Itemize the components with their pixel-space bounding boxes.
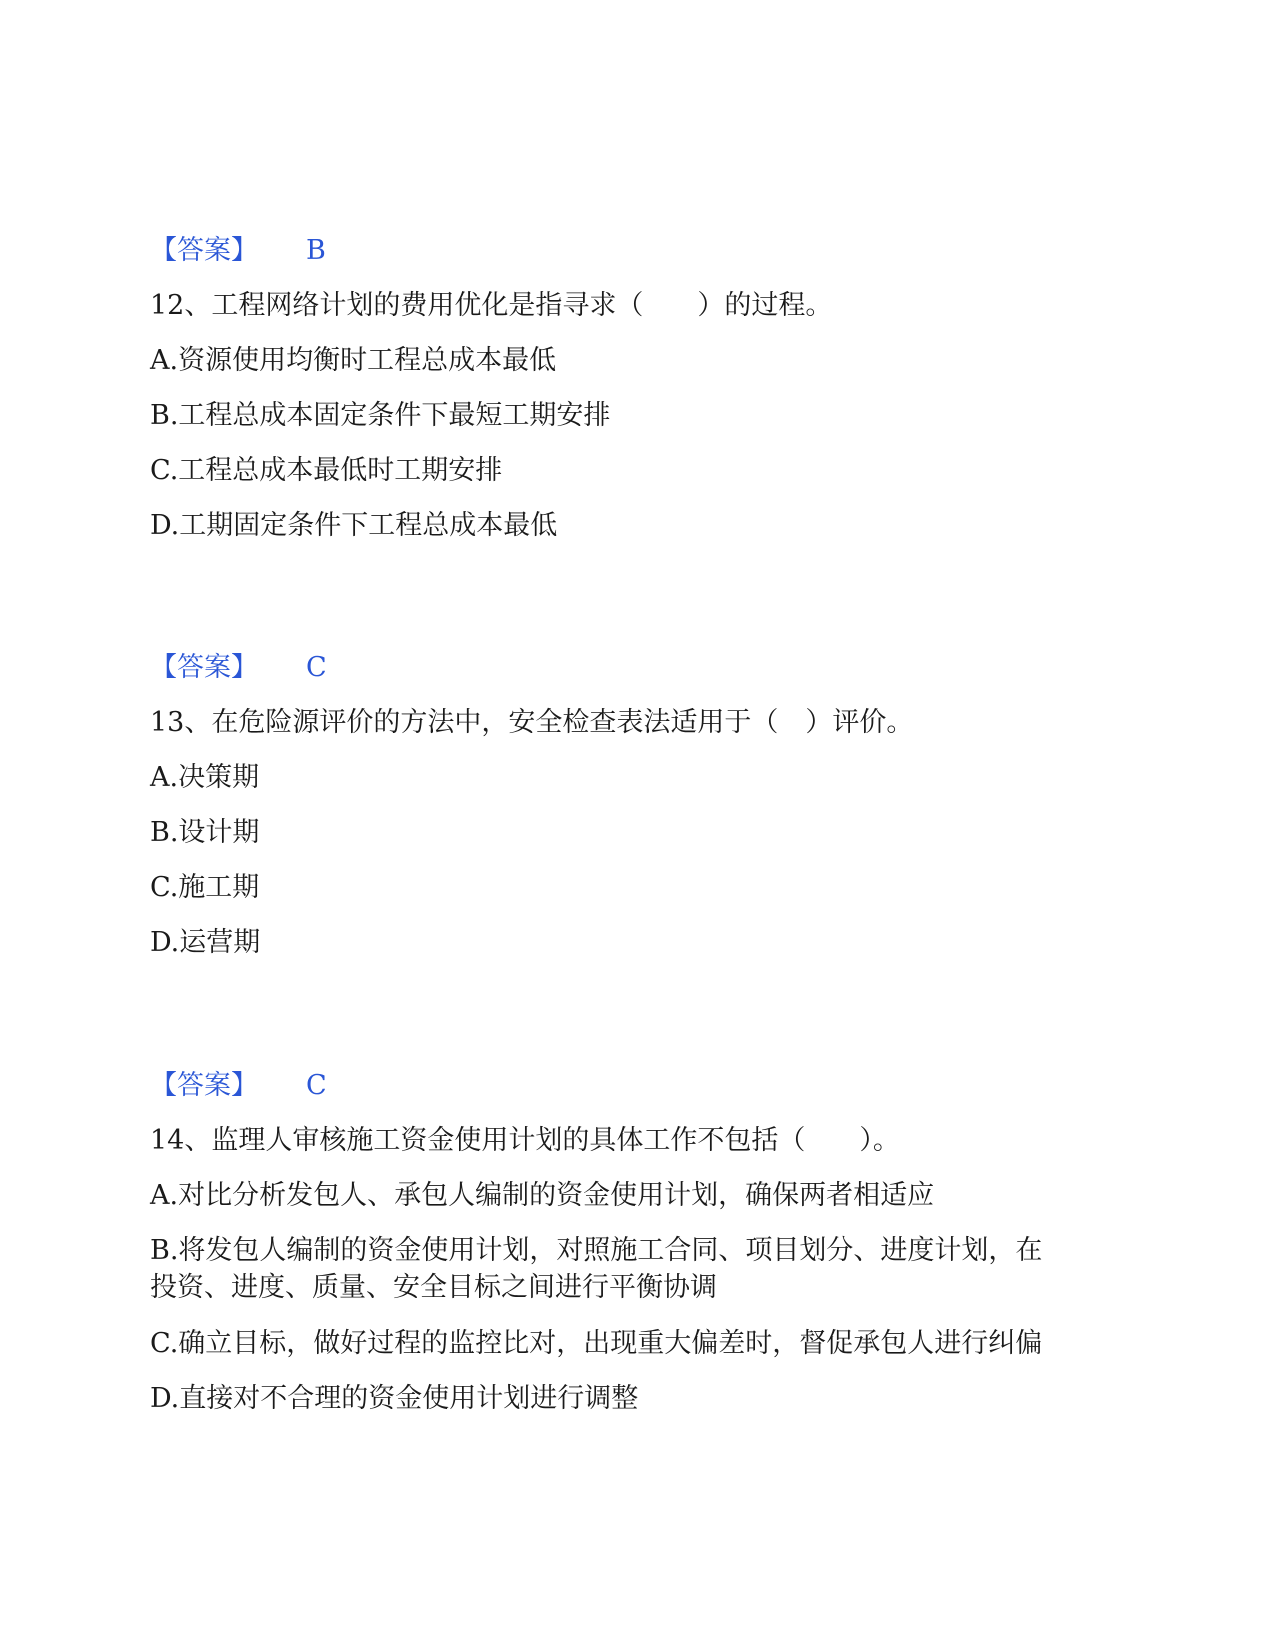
option-d: D.直接对不合理的资金使用计划进行调整 (150, 1383, 639, 1414)
option-b: B.将发包人编制的资金使用计划，对照施工合同、项目划分、进度计划，在 (150, 1235, 1043, 1266)
answer-label: 【答案】 (150, 652, 258, 683)
option-b: B.工程总成本固定条件下最短工期安排 (150, 400, 611, 431)
question-12: 12、工程网络计划的费用优化是指寻求（ ）的过程。 (150, 290, 833, 321)
option-c: C.确立目标，做好过程的监控比对，出现重大偏差时，督促承包人进行纠偏 (150, 1328, 1043, 1359)
option-b-continued: 投资、进度、质量、安全目标之间进行平衡协调 (150, 1272, 717, 1303)
option-d: D.运营期 (150, 927, 261, 958)
option-a: A.对比分析发包人、承包人编制的资金使用计划，确保两者相适应 (150, 1180, 935, 1211)
answer-value: C (306, 1070, 327, 1101)
option-a: A.决策期 (150, 762, 260, 793)
option-c: C.施工期 (150, 872, 260, 903)
answer-value: B (306, 235, 326, 266)
option-a: A.资源使用均衡时工程总成本最低 (150, 345, 557, 376)
option-d: D.工期固定条件下工程总成本最低 (150, 510, 558, 541)
answer-label: 【答案】 (150, 1070, 258, 1101)
answer-line (150, 649, 327, 687)
answer-line (150, 1067, 327, 1105)
answer-label: 【答案】 (150, 235, 258, 266)
question-14: 14、监理人审核施工资金使用计划的具体工作不包括（ ）。 (150, 1125, 900, 1156)
option-c: C.工程总成本最低时工期安排 (150, 455, 503, 486)
answer-line (150, 232, 326, 270)
answer-value: C (306, 652, 327, 683)
question-13: 13、在危险源评价的方法中，安全检查表法适用于（ ）评价。 (150, 707, 914, 738)
option-b: B.设计期 (150, 817, 260, 848)
